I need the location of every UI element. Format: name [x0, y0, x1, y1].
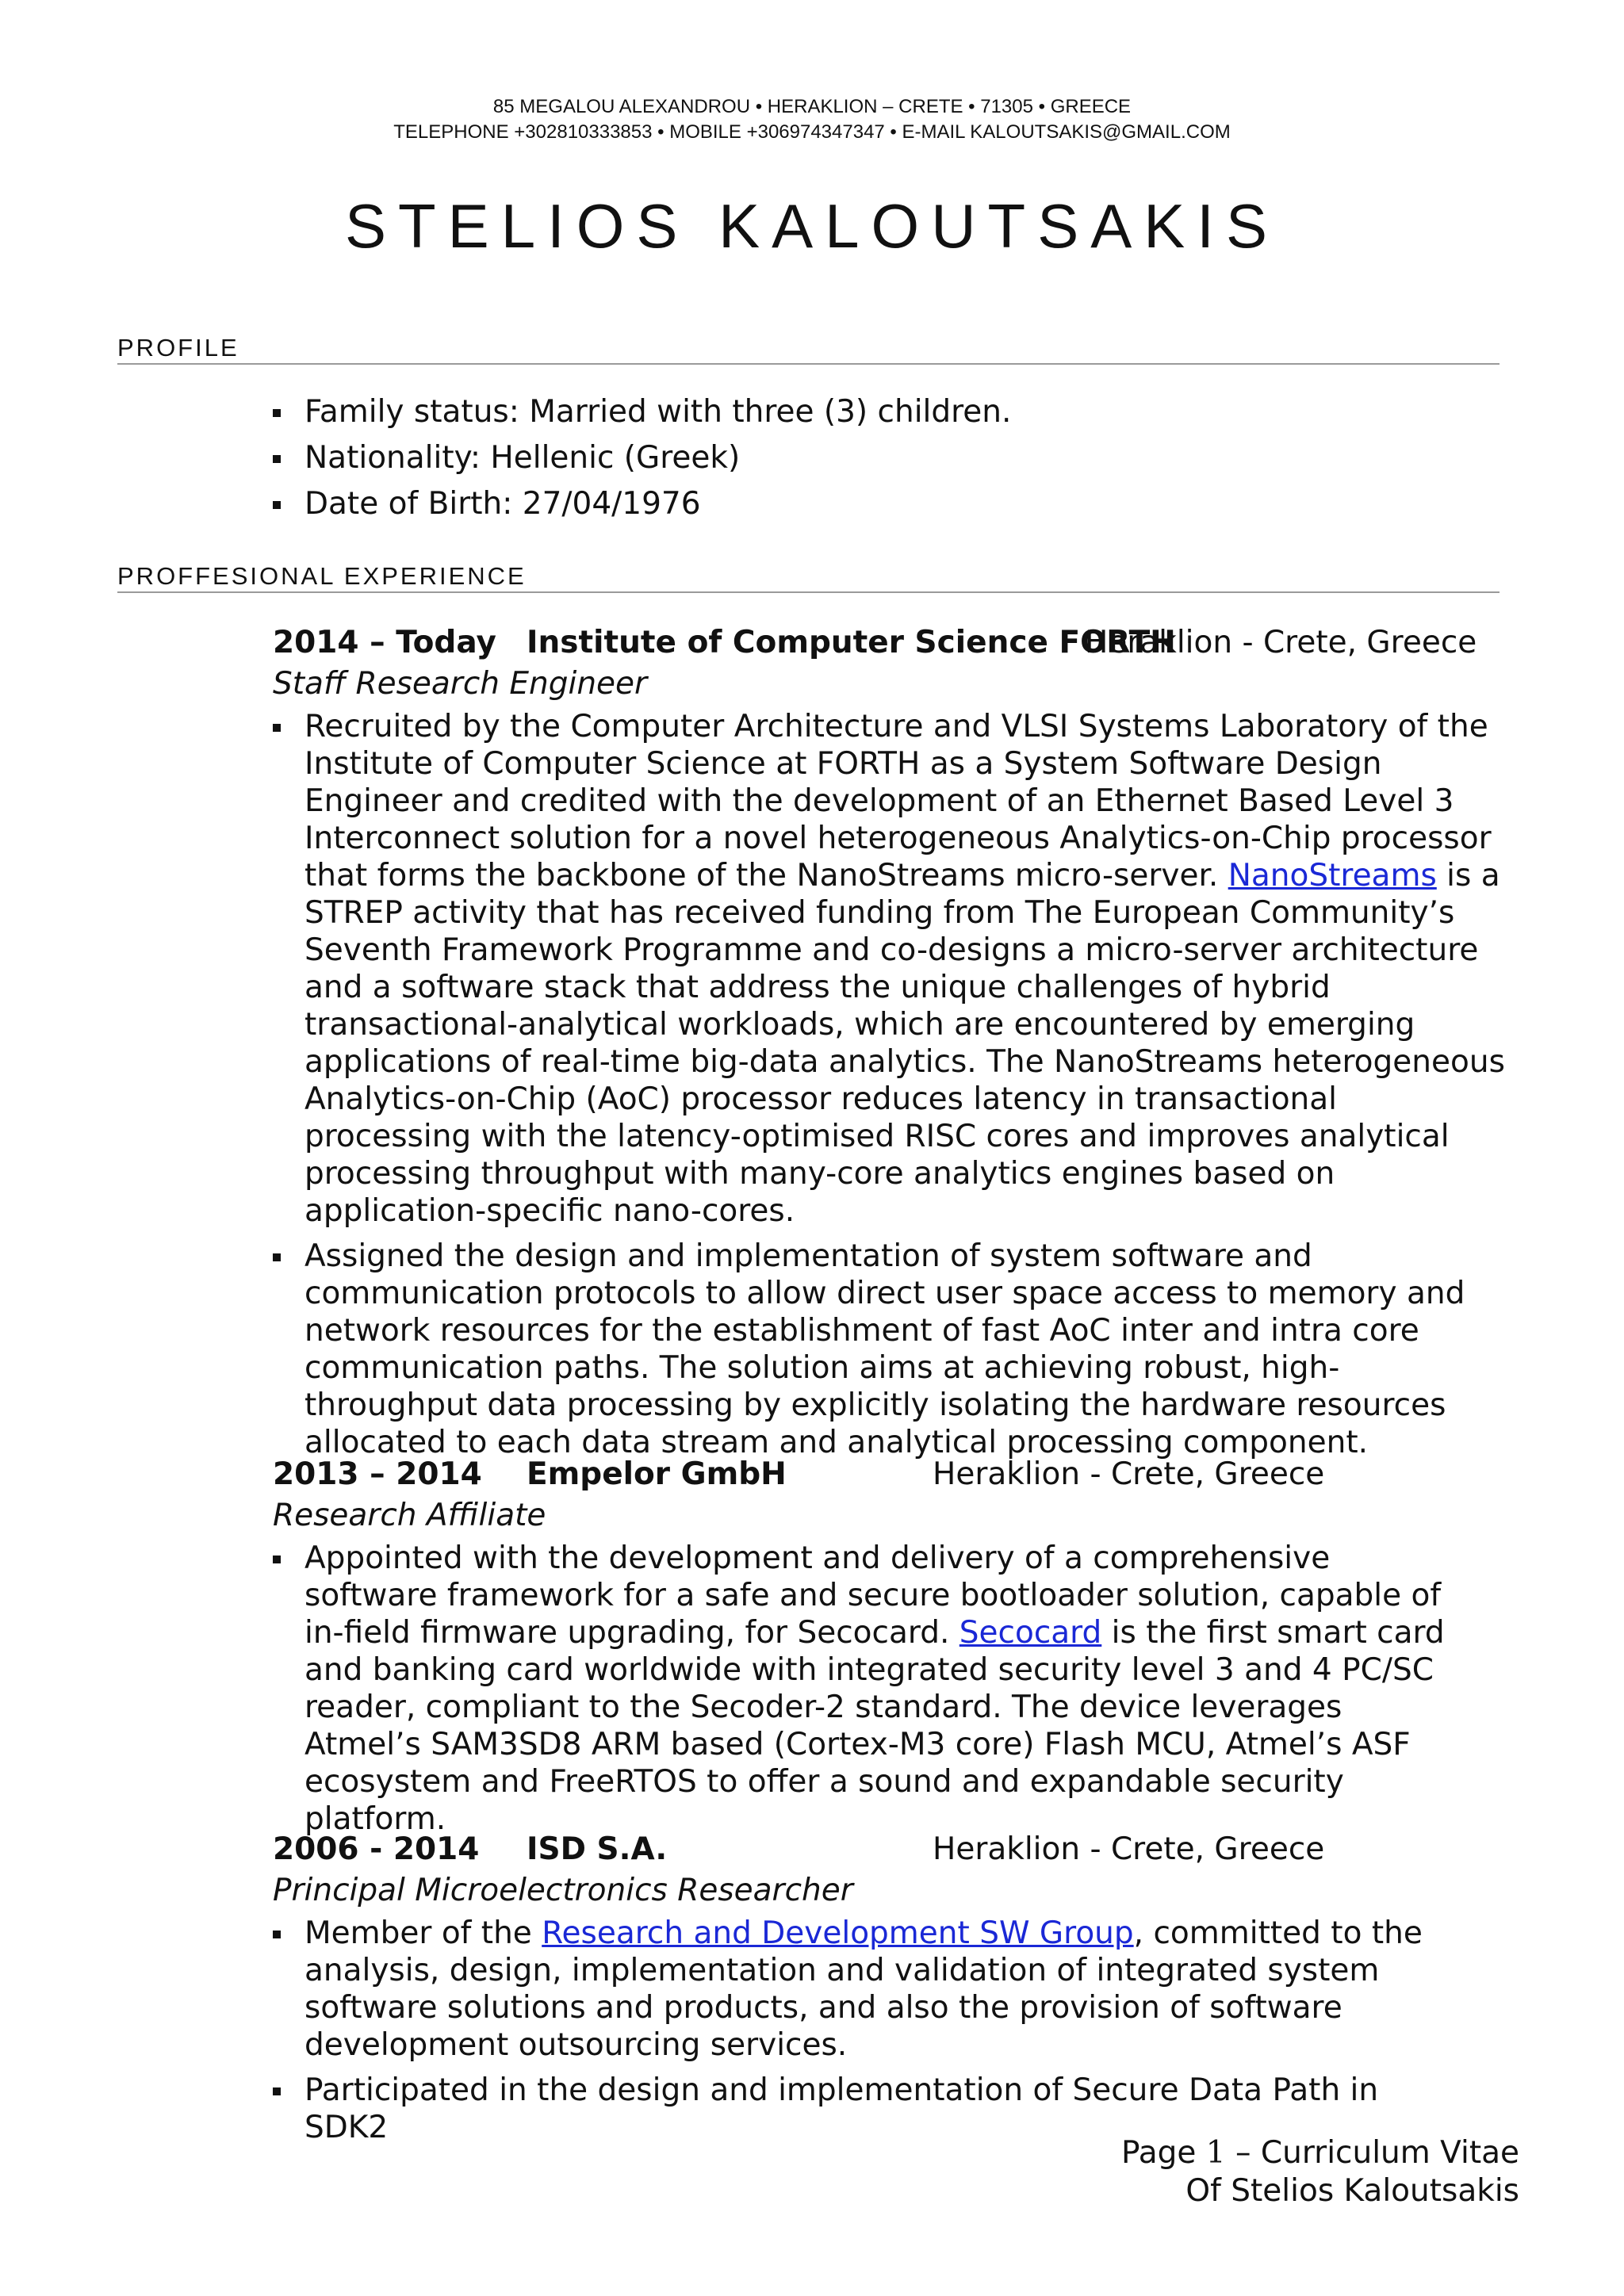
footer-line-1: [1121, 2134, 1519, 2172]
job-role: Research Affiliate: [273, 1498, 546, 1533]
page-label: Page: [1120, 2135, 1197, 2171]
job-location: Heraklion - Crete, Greece: [1085, 625, 1477, 660]
job-role: Principal Microelectronics Researcher: [273, 1873, 853, 1908]
bullet-icon: [273, 501, 281, 509]
bullet-text: Assigned the design and implementation of system software and communication protocols to allow direct user space access to memory and network resources for the establishment of fast AoC inter and intra core communication paths. The solution aims at achieving robust, high-throughput data processing by explicitly isolating the hardware resources allocated to each data stream and analytical processing component.: [304, 1238, 1465, 1460]
job-org: Institute of Computer Science FORTH: [527, 625, 1176, 660]
page-footer: [1121, 2134, 1519, 2210]
profile-item-text: Nationality: Hellenic (Greek): [304, 440, 741, 476]
bullet-text: is the first smart card and banking card worldwide with integrated security level 3 and 4 PC/SC reader, compliant to the Secoder-2 standard. The device leverages Atmel’s SAM3SD8 ARM based (Cortex-M3 core) Flash MCU, Atmel’s ASF ecosystem and FreeRTOS to offer a sound and expandable security platform.: [304, 1615, 1445, 1837]
list-item: [273, 1540, 1462, 1838]
profile-heading: PROFILE: [117, 335, 1500, 365]
contact-phones: TELEPHONE +302810333853 • MOBILE +306974347347 • E-MAIL KALOUTSAKIS@GMAIL.COM: [393, 121, 1231, 143]
job-role: Staff Research Engineer: [273, 666, 648, 702]
rd-sw-group-link[interactable]: Research and Development SW Group: [542, 1915, 1134, 1951]
job-years: 2014 – Today: [273, 625, 496, 660]
job-header: [273, 624, 1526, 661]
list-item: [273, 1915, 1462, 2064]
job-header: [273, 1456, 1526, 1493]
bullet-icon: [273, 1253, 281, 1261]
bullet-text: is a STREP activity that has received funding from The European Community’s Seventh Framework Programme and co-designs a micro-server architecture and a software stack that address the unique challenges of hybrid transactional-analytical workloads, which are encountered by emerging applications of real-time big-data analytics. The NanoStreams heterogeneous Analytics-on-Chip (AoC) processor reduces latency in transactional processing with the latency-optimised RISC cores and improves analytical processing throughput with many-core analytics engines based on application-specific nano-cores.: [304, 858, 1505, 1229]
list-item: [273, 485, 1510, 523]
job-years: 2006 - 2014: [273, 1831, 480, 1867]
person-name: STELIOS KALOUTSAKIS: [345, 191, 1279, 261]
bullet-icon: [273, 1931, 281, 1938]
bullet-text: Recruited by the Computer Architecture and VLSI Systems Laboratory of the Institute of Computer Science at FORTH as a System Software Design Engineer and credited with the development of an Ethernet Based Level 3 Interconnect solution for a novel heterogeneous Analytics-on-Chip processor that forms the backbone of the NanoStreams micro-server.: [304, 709, 1492, 894]
nanostreams-link[interactable]: NanoStreams: [1228, 858, 1437, 894]
experience-heading: PROFFESIONAL EXPERIENCE: [117, 563, 1500, 593]
bullet-text: , committed to the analysis, design, implementation and validation of integrated system software solutions and products, and also the provision of software development outsourcing services.: [304, 1915, 1423, 2063]
bullet-icon: [273, 409, 281, 417]
job-bullets: [273, 708, 1510, 1469]
profile-item-text: Date of Birth: 27/04/1976: [304, 486, 701, 522]
list-item: [273, 439, 1510, 477]
job-years: 2013 – 2014: [273, 1456, 482, 1492]
job-location: Heraklion - Crete, Greece: [933, 1831, 1325, 1867]
job-bullets: [273, 1915, 1462, 2154]
footer-title: – Curriculum Vitae: [1225, 2135, 1519, 2171]
secocard-link[interactable]: Secocard: [959, 1615, 1102, 1651]
job-bullets: [273, 1540, 1462, 1846]
footer-line-2: Of Stelios Kaloutsakis: [1185, 2173, 1519, 2209]
bullet-icon: [273, 1556, 281, 1563]
profile-item-text: Family status: Married with three (3) children.: [304, 394, 1012, 430]
list-item: [273, 1238, 1510, 1461]
bullet-icon: [273, 724, 281, 732]
profile-list: [273, 393, 1510, 531]
job-org: Empelor GmbH: [527, 1456, 787, 1492]
job-header: [273, 1831, 1526, 1868]
bullet-icon: [273, 455, 281, 463]
job-org: ISD S.A.: [527, 1831, 668, 1867]
bullet-text: Member of the: [304, 1915, 542, 1951]
list-item: [273, 393, 1510, 431]
page-number: 1: [1205, 2135, 1226, 2171]
list-item: [273, 708, 1510, 1230]
job-location: Heraklion - Crete, Greece: [933, 1456, 1325, 1492]
bullet-text: Participated in the design and implementation of Secure Data Path in SDK2: [304, 2072, 1379, 2145]
bullet-icon: [273, 2087, 281, 2095]
bullet-text: Appointed with the development and delivery of a comprehensive software framework for a safe and secure bootloader solution, capable of in-field firmware upgrading, for Secocard.: [304, 1540, 1442, 1651]
contact-address: 85 MEGALOU ALEXANDROU • HERAKLION – CRETE • 71305 • GREECE: [492, 96, 1132, 117]
